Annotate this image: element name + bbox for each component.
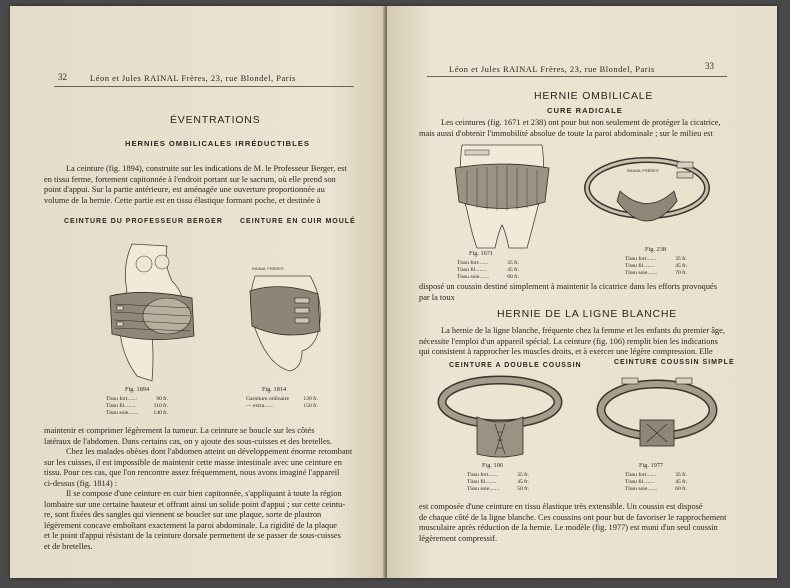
text-line: et le point d'appui résistant de la ceinture dorsale permettent de se passer de sous-cuisses: [44, 531, 341, 540]
price-row: [246, 396, 318, 403]
text-line: de chaque côté de la ligne blanche. Ces coussins ont pour but de favoriser le rapprochement: [419, 512, 727, 522]
text-line: légèrement compressif.: [419, 533, 498, 543]
engraving-label: RAINAL FRÈRES: [627, 168, 659, 173]
price-row: [625, 472, 687, 479]
text-line: [44, 521, 366, 532]
text-line: musculaire après réduction de la hernie. Le modèle (fig. 1977) est muni d'un seul coussin: [419, 523, 718, 532]
text-line: Chez les malades obèses dont l'abdomen atteint un développement énorme retombant: [66, 447, 353, 456]
price-row: [625, 479, 687, 486]
text-line: La hernie de la ligne blanche, fréquente chez la femme et les enfants du premier âge,: [441, 326, 725, 335]
price-label: Tissu fil........: [625, 263, 655, 269]
header-rule: [427, 76, 727, 77]
bottom-paragraph: [419, 502, 749, 544]
double-cushion-belt-illustration: [435, 372, 565, 462]
text-line: nécessite l'emploi d'un appareil spécial. La ceinture (fig. 106) remplit bien les indications: [419, 336, 718, 346]
text-line: par la toux: [419, 292, 455, 302]
price-label: Tissu fort.......: [457, 260, 489, 266]
section-subtitle: HERNIES OMBILICALES IRRÉDUCTIBLES: [125, 139, 310, 148]
text-line: disposé un coussin destiné simplement à maintenir la cicatrice dans les efforts provoqués: [419, 282, 718, 291]
price-value: 35 fr.: [517, 472, 529, 478]
mid-paragraph: [419, 282, 749, 303]
figure-caption: CEINTURE EN CUIR MOULÉ: [240, 218, 356, 225]
figure-label: Fig. 1671: [469, 250, 494, 257]
price-value: 45 fr.: [517, 479, 529, 485]
price-value: 70 fr.: [675, 270, 687, 276]
price-value: 45 fr.: [507, 267, 519, 273]
price-label: Tissu fort.......: [625, 472, 657, 478]
price-list: [625, 256, 687, 277]
text-line: re, sont fixées des sangles qui viennent se boucler sur une plaque, sorte de plastron: [44, 510, 322, 519]
price-label: Tissu fil........: [457, 267, 487, 273]
text-span: La rigidité de la plaque: [259, 520, 337, 530]
price-label: Tissu fil........: [467, 479, 497, 485]
left-page: [10, 6, 385, 578]
price-row: [457, 267, 519, 274]
price-value: 45 fr.: [675, 479, 687, 485]
ring-belt-illustration: [582, 146, 712, 241]
price-value: 110 fr.: [153, 403, 168, 409]
umbilical-belt-illustration: [447, 140, 557, 250]
price-label: — extra.......: [246, 403, 274, 409]
page-number: 33: [705, 61, 714, 71]
text-line: point d'appui. Sur la partie antérieure, est aménagée une ouverture proportionnée au: [44, 185, 325, 194]
price-value: 120 fr.: [303, 396, 318, 402]
page-number: 32: [58, 72, 67, 82]
engraving-label: RAINAL FRÈRES: [252, 266, 284, 271]
leather-belt-illustration: [240, 256, 330, 376]
price-list: [467, 472, 529, 493]
figure-label: Fig. 1894: [125, 386, 150, 393]
berger-belt-illustration: [92, 236, 212, 386]
price-value: 150 fr.: [303, 403, 318, 409]
price-label: Tissu soie.......: [625, 270, 658, 276]
figure-caption: CEINTURE DU PROFESSEUR BERGER: [64, 218, 223, 225]
price-label: Tissu fort.......: [467, 472, 499, 478]
section-title: HERNIE OMBILICALE: [534, 90, 654, 102]
figure-label: Fig. 1814: [262, 386, 287, 393]
intro-paragraph: [44, 164, 366, 206]
figure-label: Fig. 106: [482, 462, 503, 469]
text-line: La ceinture (fig. 1894), construite sur les indications de M. le Professeur Berger, est: [66, 164, 347, 173]
figure-label: Fig. 1977: [639, 462, 664, 469]
section-title: HERNIE DE LA LIGNE BLANCHE: [497, 308, 678, 320]
text-line: ci-dessus (fig. 1814) :: [44, 478, 118, 488]
price-list: [457, 260, 519, 281]
price-label: Tissu soie.......: [457, 274, 490, 280]
text-line: Il se compose d'une ceinture en cuir bien capitonnée, s'appliquant à toute la région: [66, 489, 342, 498]
price-value: 35 fr.: [507, 260, 519, 266]
price-row: [106, 396, 168, 403]
price-value: 35 fr.: [675, 256, 687, 262]
price-list: [106, 396, 168, 417]
text-line: latéraux de l'abdomen. Dans certains cas, on y ajoute des sous-cuisses et des bretelles.: [44, 436, 333, 446]
price-label: Tissu fil........: [106, 403, 136, 409]
price-label: Tissu soie.......: [625, 486, 658, 492]
price-value: 50 fr.: [517, 486, 529, 492]
section-title: ÉVENTRATIONS: [170, 114, 261, 126]
price-value: 60 fr.: [507, 274, 519, 280]
price-row: [625, 256, 687, 263]
text-line: en tissu ferme, fortement capitonnée à l'endroit portant sur le sacrum, où elle prend son: [44, 174, 336, 184]
price-label: Garniture ordinaire: [246, 396, 290, 402]
price-row: [106, 410, 168, 417]
text-line: est composée d'une ceinture en tissu élastique très extensible. Un coussin est disposé: [419, 502, 703, 511]
text-line: lombaire sur une certaine hauteur et offrant ainsi un solide point d'appui ; sur cette ceintu-: [44, 499, 346, 509]
price-row: [467, 472, 529, 479]
price-label: Tissu fort.......: [625, 256, 657, 262]
figure-caption: CEINTURE COUSSIN SIMPLE: [614, 359, 735, 366]
text-line: tissu. Pour ces cas, que l'on rencontre assez fréquemment, nous avons imaginé l'appareil: [44, 468, 340, 477]
price-row: [625, 486, 687, 493]
text-line: et de bretelles.: [44, 541, 93, 551]
intro-paragraph: [419, 118, 749, 139]
price-row: [106, 403, 168, 410]
text-line: qui consistent à rapprocher les muscles droits, et à exercer une légère compression. Elle: [419, 347, 713, 356]
text-line: Les ceintures (fig. 1671 et 238) ont pour but non seulement de protéger la cicatrice,: [441, 118, 721, 127]
price-label: Tissu fil........: [625, 479, 655, 485]
figure-label: Fig. 238: [645, 246, 666, 253]
section2-paragraph: [419, 326, 749, 358]
section-subtitle: CURE RADICALE: [547, 106, 623, 115]
price-value: 60 fr.: [675, 486, 687, 492]
single-cushion-belt-illustration: [592, 372, 722, 462]
running-header: Léon et Jules RAINAL Frères, 23, rue Blondel, Paris: [449, 64, 655, 74]
text-line: mais aussi d'obtenir l'immobilité absolue de toute la paroi abdominale ; sur le milieu est: [419, 128, 713, 138]
running-header: Léon et Jules RAINAL Frères, 23, rue Blondel, Paris: [90, 73, 296, 83]
price-value: 140 fr.: [153, 410, 168, 416]
text-line: sur les cuisses, il est impossible de maintenir cette masse intestinale avec une ceinture en: [44, 457, 342, 467]
body-paragraph: [44, 426, 366, 552]
text-line: volume de la hernie. Cette partie est en tissu élastique formant poche, et destinée à: [44, 195, 321, 205]
figure-caption: CEINTURE A DOUBLE COUSSIN: [449, 362, 582, 369]
price-label: Tissu fort.......: [106, 396, 138, 402]
right-page: [387, 6, 777, 578]
header-rule: [54, 86, 354, 87]
price-list: [625, 472, 687, 493]
price-value: 35 fr.: [675, 472, 687, 478]
price-row: [467, 479, 529, 486]
text-line: maintenir et comprimer légèrement la tumeur. La ceinture se boucle sur les côtés: [44, 426, 315, 435]
price-label: Tissu soie.......: [106, 410, 139, 416]
price-row: [467, 486, 529, 493]
price-row: [457, 274, 519, 281]
price-value: 45 fr.: [675, 263, 687, 269]
price-row: [246, 403, 318, 410]
price-row: [625, 263, 687, 270]
price-list: [246, 396, 318, 410]
price-value: 90 fr.: [156, 396, 168, 402]
price-row: [457, 260, 519, 267]
price-row: [625, 270, 687, 277]
price-label: Tissu soie.......: [467, 486, 500, 492]
text-span: légèrement concave emboîtant exactement la paroi abdominale.: [44, 520, 258, 530]
